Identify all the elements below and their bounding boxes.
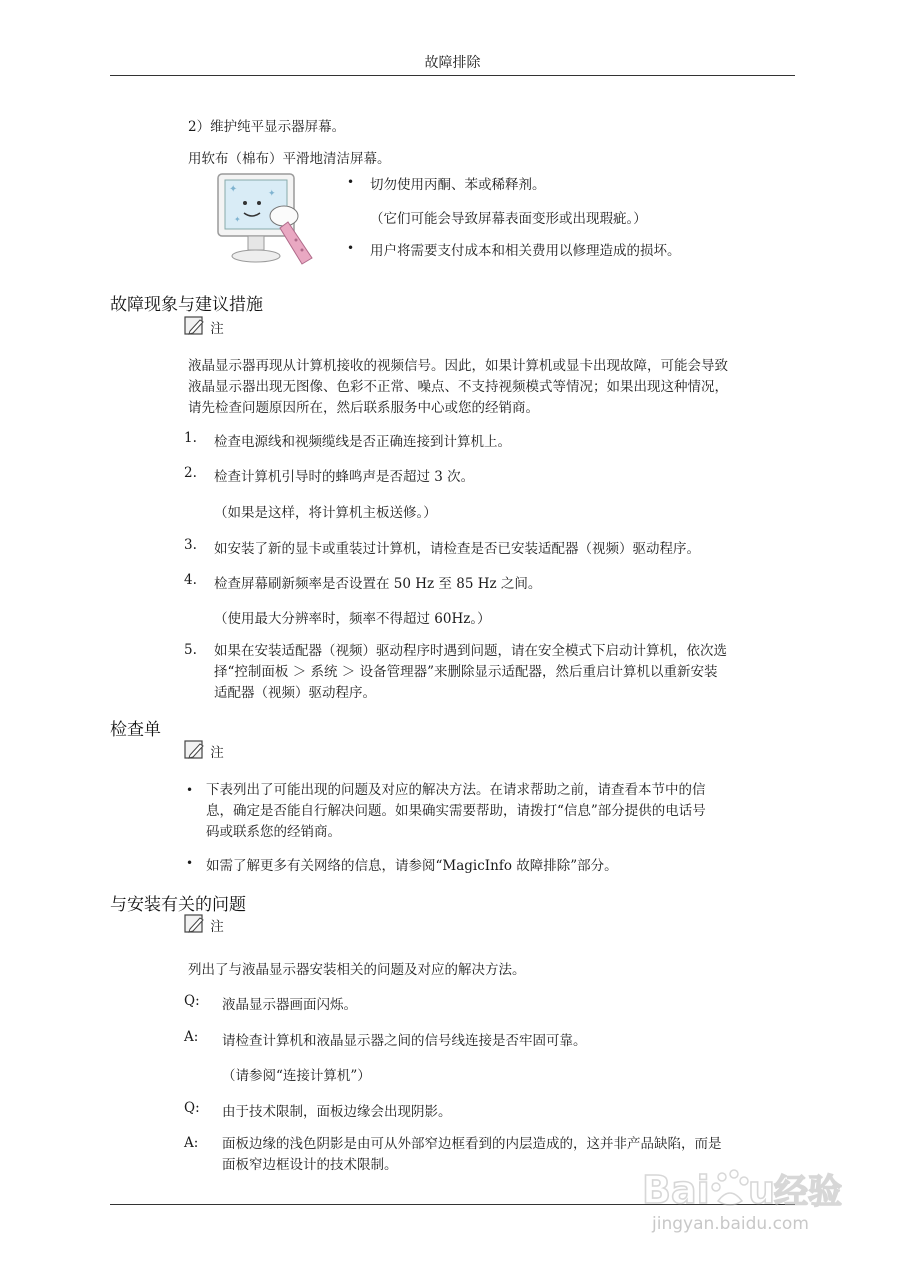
step-text: 检查计算机引导时的蜂鸣声是否超过 3 次。 xyxy=(214,469,475,485)
bullet-dot-icon: • xyxy=(347,241,355,255)
bullet-line: 码或联系您的经销商。 xyxy=(206,824,341,840)
watermark-url: jingyan.baidu.com xyxy=(652,1214,809,1234)
step-text: 检查电源线和视频缆线是否正确连接到计算机上。 xyxy=(214,434,511,450)
note-pencil-icon xyxy=(184,914,206,934)
qa-label: A: xyxy=(184,1029,199,1045)
bullet-dot-icon: • xyxy=(186,783,194,797)
checklist-bullet-1 xyxy=(206,780,706,843)
step-number: 4. xyxy=(184,572,197,588)
step-number: 2. xyxy=(184,465,197,481)
svg-text:u: u xyxy=(748,1168,776,1212)
svg-text:经验: 经验 xyxy=(774,1172,842,1212)
note-label xyxy=(184,316,224,340)
baidu-jingyan-logo xyxy=(640,1163,850,1213)
qa-label: Q: xyxy=(184,993,200,1009)
section-heading-checklist: 检查单 xyxy=(110,720,161,740)
qa-text: 液晶显示器画面闪烁。 xyxy=(222,997,357,1013)
step-subtext: （如果是这样，将计算机主板送修。） xyxy=(214,505,437,521)
page-header-title: 故障排除 xyxy=(424,55,481,71)
qa-line: 面板窄边框设计的技术限制。 xyxy=(222,1157,398,1173)
care-bullet-1-subtext: （它们可能会导致屏幕表面变形或出现瑕疵。） xyxy=(370,211,647,227)
step-line: 择“控制面板 ＞ 系统 ＞ 设备管理器”来删除显示适配器，然后重启计算机以重新安装 xyxy=(214,664,718,680)
svg-text:✦: ✦ xyxy=(268,189,276,199)
step-line: 适配器（视频）驱动程序。 xyxy=(214,685,376,701)
step-text xyxy=(214,641,727,704)
bullet-dot-icon: • xyxy=(347,175,355,189)
note-text: 注 xyxy=(210,321,224,337)
qa-label: Q: xyxy=(184,1100,200,1116)
care-instruction: 用软布（棉布）平滑地清洁屏幕。 xyxy=(188,151,391,167)
care-step-label: 2）维护纯平显示器屏幕。 xyxy=(188,119,346,135)
note-text: 注 xyxy=(210,919,224,935)
section-heading-installation: 与安装有关的问题 xyxy=(110,895,246,915)
care-bullet-2: 用户将需要支付成本和相关费用以修理造成的损坏。 xyxy=(370,243,681,259)
note-label xyxy=(184,914,224,938)
qa-label: A: xyxy=(184,1135,199,1151)
qa-line: 面板边缘的浅色阴影是由可从外部窄边框看到的内层造成的，这并非产品缺陷，而是 xyxy=(222,1136,722,1152)
bullet-line: 息，确定是否能自行解决问题。如果确实需要帮助，请拨打“信息”部分提供的电话号 xyxy=(206,803,706,819)
header-divider xyxy=(110,75,795,76)
qa-text: 请检查计算机和液晶显示器之间的信号线连接是否牢固可靠。 xyxy=(222,1033,587,1049)
checklist-bullet-2: 如需了解更多有关网络的信息，请参阅“MagicInfo 故障排除”部分。 xyxy=(206,858,618,874)
note-pencil-icon xyxy=(184,316,206,336)
step-number: 5. xyxy=(184,642,197,658)
svg-text:✦: ✦ xyxy=(234,215,241,224)
intro-line: 请先检查问题原因所在，然后联系服务中心或您的经销商。 xyxy=(188,400,539,416)
care-bullet-1: 切勿使用丙酮、苯或稀释剂。 xyxy=(370,177,546,193)
step-text: 检查屏幕刷新频率是否设置在 50 Hz 至 85 Hz 之间。 xyxy=(214,576,542,592)
step-number: 1. xyxy=(184,430,197,446)
qa-text: 由于技术限制，面板边缘会出现阴影。 xyxy=(222,1104,452,1120)
intro-line: 液晶显示器再现从计算机接收的视频信号。因此，如果计算机或显卡出现故障，可能会导致 xyxy=(188,358,728,374)
note-text: 注 xyxy=(210,745,224,761)
section3-intro: 列出了与液晶显示器安装相关的问题及对应的解决方法。 xyxy=(188,962,526,978)
step-text: 如安装了新的显卡或重装过计算机，请检查是否已安装适配器（视频）驱动程序。 xyxy=(214,541,700,557)
note-label xyxy=(184,740,224,764)
section-heading-symptoms: 故障现象与建议措施 xyxy=(110,295,263,315)
section1-intro xyxy=(188,356,728,419)
qa-subtext: （请参阅“连接计算机”） xyxy=(222,1068,371,1084)
monitor-cleaning-icon xyxy=(212,170,324,272)
intro-line: 液晶显示器出现无图像、色彩不正常、噪点、不支持视频模式等情况；如果出现这种情况， xyxy=(188,379,728,395)
bullet-line: 下表列出了可能出现的问题及对应的解决方法。在请求帮助之前，请查看本节中的信 xyxy=(206,782,706,798)
note-pencil-icon xyxy=(184,740,206,760)
step-number: 3. xyxy=(184,537,197,553)
svg-text:✦: ✦ xyxy=(229,184,238,195)
step-subtext: （使用最大分辨率时，频率不得超过 60Hz。） xyxy=(214,611,491,627)
step-line: 如果在安装适配器（视频）驱动程序时遇到问题，请在安全模式下启动计算机，依次选 xyxy=(214,643,727,659)
bullet-dot-icon: • xyxy=(186,856,194,870)
svg-text:Bai: Bai xyxy=(642,1168,710,1212)
